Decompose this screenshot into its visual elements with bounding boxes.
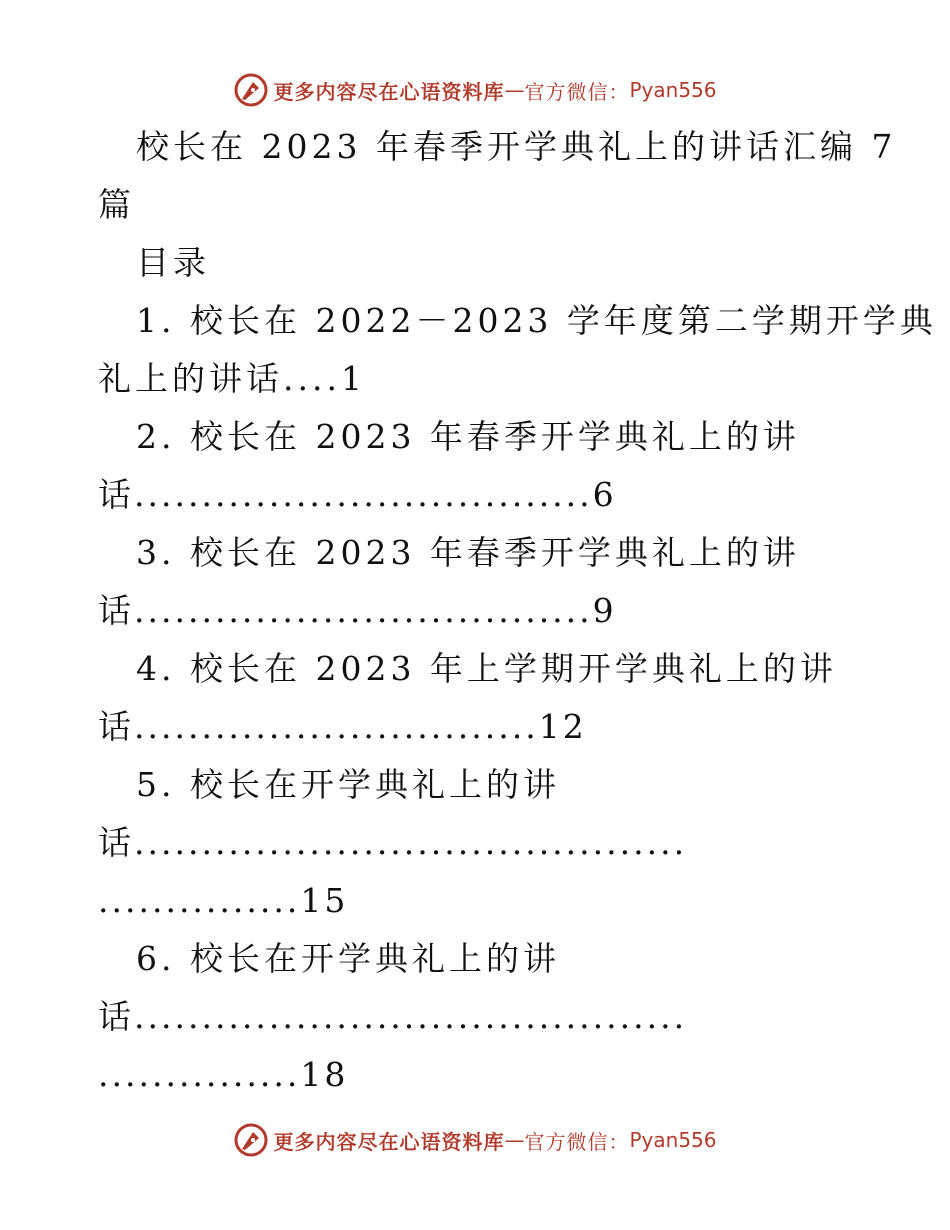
toc-entry-title: 4. 校长在 2023 年上学期开学典礼上的讲 bbox=[136, 649, 837, 688]
toc-entry-title: 3. 校长在 2023 年春季开学典礼上的讲 bbox=[136, 533, 800, 572]
toc-heading: 目录 bbox=[136, 243, 210, 282]
toc-entry-1[interactable] bbox=[98, 292, 937, 408]
toc-entry-title: 5. 校长在开学典礼上的讲 bbox=[136, 765, 560, 804]
toc-entry-dots-page: 话..............................12 bbox=[98, 707, 587, 746]
toc-entry-dots-page: 话..................................6 bbox=[98, 475, 617, 514]
banner-separator: — bbox=[504, 1128, 525, 1152]
toc-entry-dots-page: ...............18 bbox=[98, 1055, 349, 1094]
pen-nib-logo-icon bbox=[233, 1122, 269, 1158]
toc-entry-6[interactable] bbox=[98, 930, 843, 1104]
banner-separator: — bbox=[504, 78, 525, 102]
toc-entry-dots-page: 礼上的讲话....1 bbox=[98, 359, 366, 398]
toc-entry-dots-page: 话..................................9 bbox=[98, 591, 617, 630]
header-watermark-banner bbox=[0, 70, 950, 110]
banner-wechat-label: 官方微信： bbox=[524, 1129, 630, 1154]
toc-entry-title: 6. 校长在开学典礼上的讲 bbox=[136, 939, 560, 978]
toc-entry-5[interactable] bbox=[98, 756, 843, 930]
toc-entry-2[interactable] bbox=[98, 408, 843, 524]
pen-nib-logo-icon bbox=[233, 72, 269, 108]
footer-watermark-banner bbox=[0, 1120, 950, 1160]
toc-entry-title: 2. 校长在 2023 年春季开学典礼上的讲 bbox=[136, 417, 800, 456]
banner-promo-text: 更多内容尽在心语资料库 bbox=[273, 79, 505, 104]
toc-entry-4[interactable] bbox=[98, 640, 843, 756]
document-body bbox=[98, 118, 937, 1104]
banner-wechat-label: 官方微信： bbox=[524, 79, 630, 104]
toc-entry-dots-page: ...............15 bbox=[98, 881, 349, 920]
toc-entry-3[interactable] bbox=[98, 524, 843, 640]
toc-entry-dots: 话......................................... bbox=[98, 997, 688, 1036]
banner-wechat-account: Pyan556 bbox=[629, 78, 717, 102]
banner-wechat-account: Pyan556 bbox=[629, 1128, 717, 1152]
document-title-line-1: 校长在 2023 年春季开学典礼上的讲话汇编 7 bbox=[136, 127, 897, 166]
toc-entry-dots: 话......................................... bbox=[98, 823, 688, 862]
document-title-line-2: 篇 bbox=[98, 185, 135, 224]
banner-promo-text: 更多内容尽在心语资料库 bbox=[273, 1129, 505, 1154]
toc-entry-title: 1. 校长在 2022－2023 学年度第二学期开学典 bbox=[136, 301, 937, 340]
